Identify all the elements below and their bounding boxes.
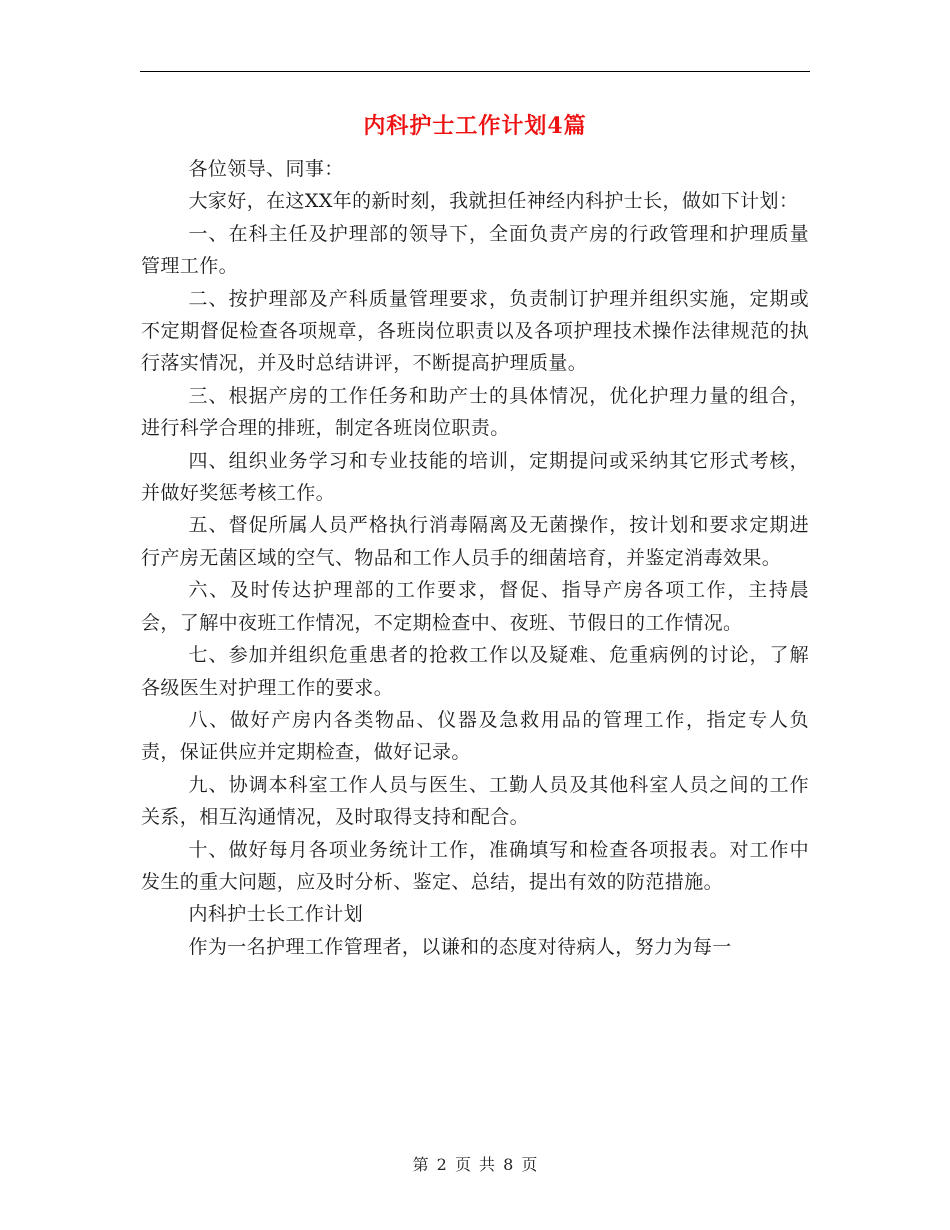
paragraph-item-6: 六、及时传达护理部的工作要求，督促、指导产房各项工作，主持晨会，了解中夜班工作情况，不定期检查中、夜班、节假日的工作情况。 xyxy=(141,579,809,634)
page-number-footer: 第 2 页 共 8 页 xyxy=(412,1155,538,1174)
paragraph-item-4: 四、组织业务学习和专业技能的培训，定期提问或采纳其它形式考核，并做好奖惩考核工作。 xyxy=(141,449,809,505)
paragraph-intro: 大家好，在这XX年的新时刻，我就担任神经内科护士长，做如下计划： xyxy=(188,190,799,213)
paragraph-item-2: 二、按护理部及产科质量管理要求，负责制订护理并组织实施，定期或不定期督促检查各项规章，各班岗位职责以及各项护理技术操作法律规范的执行落实情况，并及时总结讲评，不断提高护理质量。 xyxy=(141,287,809,375)
paragraph-item-10: 十、做好每月各项业务统计工作，准确填写和检查各项报表。对工作中发生的重大问题，应及时分析、鉴定、总结，提出有效的防范措施。 xyxy=(141,838,809,893)
paragraph-item-1: 一、在科主任及护理部的领导下，全面负责产房的行政管理和护理质量管理工作。 xyxy=(141,222,809,278)
paragraph-item-7: 七、参加并组织危重患者的抢救工作以及疑难、危重病例的讨论，了解各级医生对护理工作的要求。 xyxy=(141,644,809,699)
paragraph-item-3: 三、根据产房的工作任务和助产士的具体情况，优化护理力量的组合，进行科学合理的排班，制定各班岗位职责。 xyxy=(141,384,809,440)
paragraph-item-5: 五、督促所属人员严格执行消毒隔离及无菌操作，按计划和要求定期进行产房无菌区域的空气、物品和工作人员手的细菌培育，并鉴定消毒效果。 xyxy=(141,514,809,569)
paragraph-greeting: 各位领导、同事： xyxy=(188,158,344,180)
paragraph-item-8: 八、做好产房内各类物品、仪器及急救用品的管理工作，指定专人负责，保证供应并定期检查，做好记录。 xyxy=(141,708,809,764)
header-rule xyxy=(140,71,810,72)
paragraph-item-9: 九、协调本科室工作人员与医生、工勤人员及其他科室人员之间的工作关系，相互沟通情况，及时取得支持和配合。 xyxy=(141,773,809,829)
section-heading: 内科护士长工作计划 xyxy=(188,903,364,926)
document-title: 内科护士工作计划4篇 xyxy=(363,113,587,139)
document-body xyxy=(141,153,809,963)
paragraph-section-start: 作为一名护理工作管理者，以谦和的态度对待病人，努力为每一 xyxy=(188,935,732,958)
